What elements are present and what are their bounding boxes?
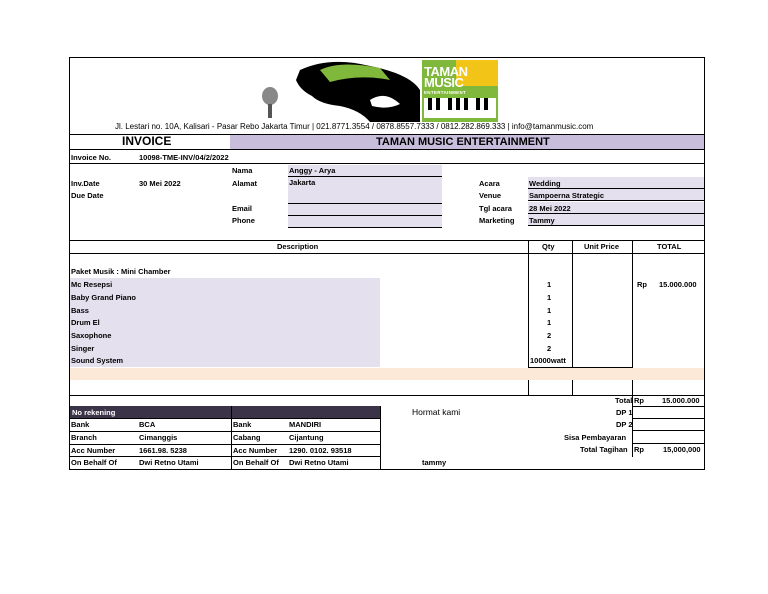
- invoice-number-label: Invoice No.: [71, 153, 112, 162]
- bank-left-acc: 1661.98. 5238: [139, 446, 187, 455]
- total-value: 15.000.000: [659, 280, 697, 289]
- col-unit-price: Unit Price: [584, 242, 620, 251]
- logo-subtext: ENTERTAINMENT: [424, 90, 467, 95]
- list-item-qty: 2: [547, 331, 552, 340]
- marketing-value: Tammy: [529, 216, 555, 225]
- summary-total-currency: Rp: [634, 396, 644, 405]
- sisa-pembayaran-label: Sisa Pembayaran: [564, 433, 627, 442]
- invoice-number: 10098-TME-INV/04/2/2022: [139, 153, 229, 162]
- acara-label: Acara: [479, 179, 500, 188]
- phone-label: Phone: [232, 216, 255, 225]
- bank-right-branch: Cijantung: [289, 433, 324, 442]
- invoice-sheet: [69, 57, 705, 470]
- regards-text: Hormat kami: [412, 407, 461, 417]
- list-item: Singer: [71, 344, 95, 353]
- inv-date-label: Inv.Date: [71, 179, 100, 188]
- tgl-acara-value: 28 Mei 2022: [529, 204, 571, 213]
- tgl-acara-label: Tgl acara: [479, 204, 512, 213]
- list-item: Sound System: [71, 356, 124, 365]
- spacer-row: [70, 368, 704, 380]
- total-tagihan-value: 15,000,000: [663, 445, 701, 454]
- total-tagihan-currency: Rp: [634, 445, 644, 454]
- due-date-label: Due Date: [71, 191, 104, 200]
- list-item: Drum El: [71, 318, 100, 327]
- list-item: Bass: [71, 306, 89, 315]
- list-item: Mc Resepsi: [71, 280, 113, 289]
- bank-right-behalf-label: On Behalf Of: [233, 458, 279, 467]
- email-label: Email: [232, 204, 253, 213]
- inv-date-value: 30 Mei 2022: [139, 179, 181, 188]
- venue-value: Sampoerna Strategic: [529, 191, 605, 200]
- company-logo: [260, 60, 510, 124]
- bank-left-acc-label: Acc Number: [71, 446, 116, 455]
- bank-left-behalf-label: On Behalf Of: [71, 458, 117, 467]
- signature-name: tammy: [422, 458, 447, 467]
- bank-left-bank-label: Bank: [71, 420, 90, 429]
- list-item-qty: 2: [547, 344, 552, 353]
- total-tagihan-label: Total Tagihan: [580, 445, 628, 454]
- total-currency: Rp: [637, 280, 647, 289]
- alamat-value: Jakarta: [289, 178, 316, 187]
- alamat-label: Alamat: [232, 179, 258, 188]
- dp2-label: DP 2: [616, 420, 633, 429]
- package-name: Paket Musik : Mini Chamber: [71, 267, 171, 276]
- bank-right-acc: 1290. 0102. 93518: [289, 446, 352, 455]
- bank-header-label: No rekening: [72, 408, 116, 417]
- piano-keys-icon: [424, 98, 496, 118]
- venue-label: Venue: [479, 191, 502, 200]
- nama-value: Anggy - Arya: [289, 166, 336, 175]
- nama-label: Nama: [232, 166, 253, 175]
- list-item-qty: 10000watt: [530, 356, 566, 365]
- col-description: Description: [277, 242, 319, 251]
- dp1-label: DP 1: [616, 408, 633, 417]
- summary-total-value: 15.000.000: [662, 396, 700, 405]
- bank-right-bank-label: Bank: [233, 420, 252, 429]
- logo-text: TAMAN MUSIC: [424, 64, 468, 90]
- col-qty: Qty: [542, 242, 555, 251]
- bank-right-behalf: Dwi Retno Utami: [289, 458, 349, 467]
- company-name: TAMAN MUSIC ENTERTAINMENT: [376, 136, 550, 148]
- bank-header: [70, 406, 381, 418]
- list-item: Baby Grand Piano: [71, 293, 137, 302]
- company-address: Jl. Lestari no. 10A, Kalisari - Pasar Rebo Jakarta Timur | 021.8771.3554 / 0878.8557.7333 / 0812.282.869.333 | info@tamanmusic.com: [115, 122, 594, 131]
- list-item: Saxophone: [71, 331, 112, 340]
- items-shade: [70, 278, 380, 367]
- bank-right-bank: MANDIRI: [289, 420, 322, 429]
- summary-total-label: Total: [615, 396, 633, 405]
- marketing-label: Marketing: [479, 216, 515, 225]
- bank-left-behalf: Dwi Retno Utami: [139, 458, 199, 467]
- bank-left-branch-label: Branch: [71, 433, 97, 442]
- invoice-title: INVOICE: [122, 134, 172, 148]
- list-item-qty: 1: [547, 306, 552, 315]
- col-total: TOTAL: [657, 242, 682, 251]
- singer-silhouette-icon: [260, 60, 430, 124]
- list-item-qty: 1: [547, 318, 552, 327]
- list-item-qty: 1: [547, 293, 552, 302]
- bank-right-acc-label: Acc Number: [233, 446, 278, 455]
- bank-right-branch-label: Cabang: [233, 433, 261, 442]
- list-item-qty: 1: [547, 280, 552, 289]
- bank-left-branch: Cimanggis: [139, 433, 178, 442]
- acara-value: Wedding: [529, 179, 561, 188]
- bank-left-bank: BCA: [139, 420, 156, 429]
